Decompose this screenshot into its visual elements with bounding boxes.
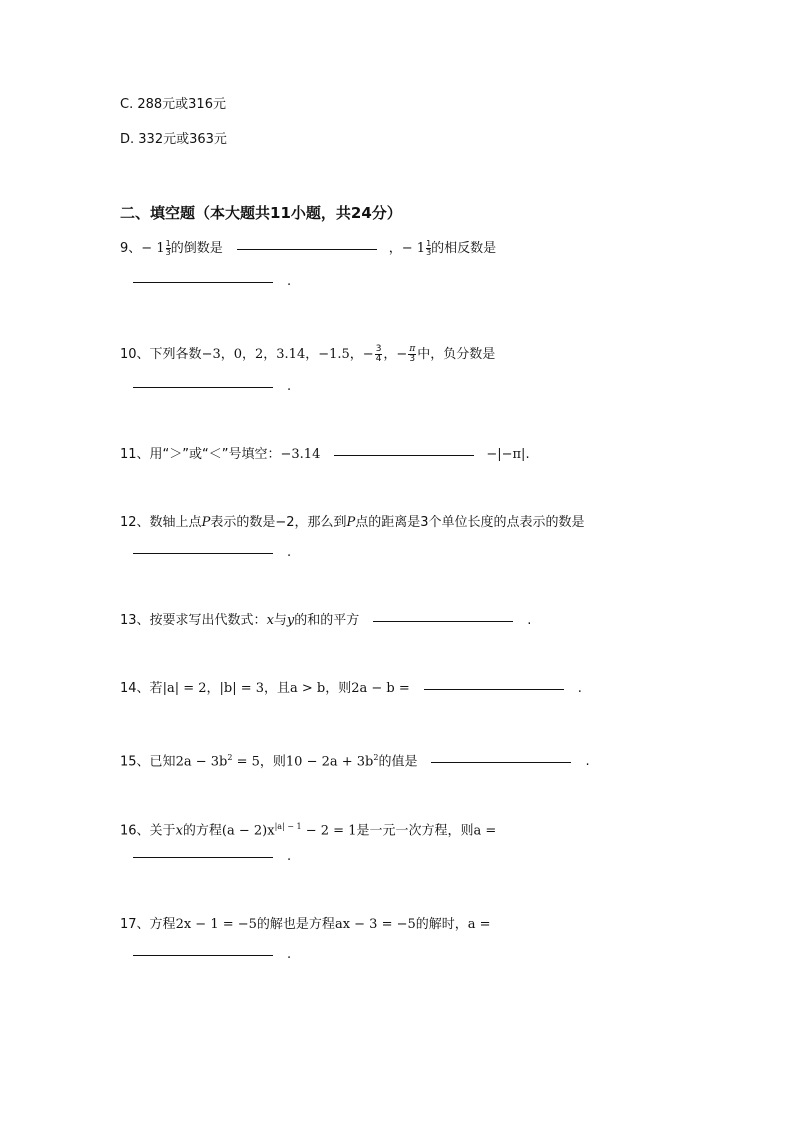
q15-expr1b: = 5 [232, 754, 260, 770]
q9-text1: 的倒数是 [170, 241, 223, 256]
q9-answer-blank-1[interactable] [237, 248, 377, 250]
question-17 [120, 916, 491, 934]
q11-number: 11、 [120, 447, 150, 462]
q9-mixed-number-2 [417, 240, 431, 258]
q15-period: . [585, 754, 590, 770]
q15-text2: ，则 [259, 754, 286, 770]
q12-p2: P [346, 515, 356, 530]
q12-p1: P [201, 515, 211, 530]
q10-f1-den: 4 [375, 354, 382, 364]
q9-number: 9、 [120, 241, 142, 256]
q15-expr2: 10 − 2a + 3b [285, 754, 374, 770]
q9-minus: − [141, 241, 153, 256]
question-10 [120, 345, 495, 364]
q9-whole: 1 [156, 241, 165, 256]
q10-f2-den: 3 [409, 354, 416, 364]
q10-text1: 下列各数 [149, 347, 202, 362]
q13-text1: 按要求写出代数式： [149, 613, 267, 628]
q15-sup1: 2 [227, 753, 233, 762]
option-c: C. 288元或316元 [120, 97, 226, 112]
q15-text1: 已知 [149, 754, 176, 770]
q12-answer-blank[interactable] [133, 552, 273, 554]
q16-answer-blank[interactable] [133, 856, 273, 858]
section-heading: 二、填空题（本大题共11小题，共24分） [120, 204, 402, 222]
q9-frac-num: 1 [165, 239, 171, 248]
q9-answer-blank-2[interactable] [133, 281, 273, 283]
q15-sup2: 2 [373, 753, 379, 762]
q17-text2: 的解也是方程 [256, 917, 335, 932]
q9-frac-num-2: 1 [426, 239, 432, 248]
q17-line-2 [133, 946, 291, 964]
q16-text2: 的方程 [182, 823, 222, 839]
q9-whole-2: 1 [416, 241, 426, 256]
q10-sep: ，− [383, 347, 408, 362]
q13-answer-blank[interactable] [373, 620, 513, 622]
q16-a: a = [473, 823, 497, 839]
q17-eq1: 2x − 1 = −5 [175, 917, 257, 932]
q10-values: −3，0，2，3.14，−1.5，− [201, 347, 374, 362]
q13-y: y [286, 613, 295, 628]
q16-number: 16、 [120, 823, 150, 839]
q12-text2: 表示的数是−2，那么到 [210, 515, 347, 530]
q13-number: 13、 [120, 613, 150, 628]
q12-text3: 点的距离是3个单位长度的点表示的数是 [355, 515, 585, 530]
question-11 [120, 446, 530, 464]
q10-f2-num: π [409, 344, 416, 354]
q12-number: 12、 [120, 515, 150, 530]
q16-expr2: − 2 = 1 [301, 823, 357, 839]
q11-period: . [525, 447, 530, 462]
q17-text1: 方程 [149, 917, 176, 932]
q16-line-2 [133, 848, 291, 866]
option-d: D. 332元或363元 [120, 132, 227, 147]
q14-period: . [577, 681, 582, 696]
q10-text2: 中，负分数是 [417, 347, 496, 362]
q17-period: . [287, 947, 292, 962]
q15-expr1: 2a − 3b [175, 754, 228, 770]
q16-period: . [287, 849, 292, 864]
q10-number: 10、 [120, 347, 150, 362]
q16-sup: |a| − 1 [274, 822, 302, 831]
question-16 [120, 818, 496, 840]
q11-answer-blank[interactable] [334, 454, 474, 456]
q14-condition: |a| = 2，|b| = 3，且a > b，则2a − b = [162, 681, 410, 696]
question-15 [120, 749, 590, 771]
q12-text1: 数轴上点 [149, 515, 202, 530]
q11-right: −|−π| [486, 447, 526, 462]
q17-eq2: ax − 3 = −5 [334, 917, 416, 932]
q16-expr: (a − 2)x [221, 823, 275, 839]
q13-x: x [266, 613, 274, 628]
q10-f1-num: 3 [375, 344, 382, 354]
q9-frac-den: 3 [165, 248, 171, 257]
q15-answer-blank[interactable] [431, 761, 571, 763]
q15-text3: 的值是 [378, 754, 418, 770]
q10-answer-blank[interactable] [133, 386, 273, 388]
q16-text1: 关于 [149, 823, 176, 839]
q12-period: . [287, 545, 292, 560]
q16-x: x [175, 823, 183, 839]
question-9 [120, 240, 496, 258]
q14-number: 14、 [120, 681, 150, 696]
q15-number: 15、 [120, 754, 150, 770]
question-12 [120, 514, 585, 532]
q17-number: 17、 [120, 917, 150, 932]
question-14 [120, 680, 582, 698]
q14-text1: 若 [149, 681, 163, 696]
q12-line-2 [133, 544, 291, 562]
q17-text3: 的解时， [415, 917, 468, 932]
q10-fraction-pi-3 [408, 345, 416, 364]
q9-frac-den-2: 3 [426, 248, 432, 257]
q17-a: a = [467, 917, 491, 932]
q9-line-2 [133, 273, 291, 291]
q10-line-2 [133, 378, 291, 396]
q9-minus-2: − [401, 241, 413, 256]
q17-answer-blank[interactable] [133, 954, 273, 956]
q14-answer-blank[interactable] [424, 688, 564, 690]
q9-comma: ， [388, 241, 402, 256]
q9-period: . [287, 274, 292, 289]
q9-text2: 的相反数是 [431, 241, 497, 256]
q13-text3: 的和的平方 [294, 613, 360, 628]
q11-text1: 用“＞”或“＜”号填空： [149, 447, 281, 462]
q10-fraction-3-4 [375, 345, 383, 364]
q9-mixed-number [156, 240, 170, 258]
question-13 [120, 612, 531, 630]
q16-text3: 是一元一次方程，则 [356, 823, 474, 839]
q13-period: . [527, 613, 532, 628]
q13-text2: 与 [273, 613, 287, 628]
q11-left: −3.14 [280, 447, 321, 462]
q10-period: . [287, 379, 292, 394]
